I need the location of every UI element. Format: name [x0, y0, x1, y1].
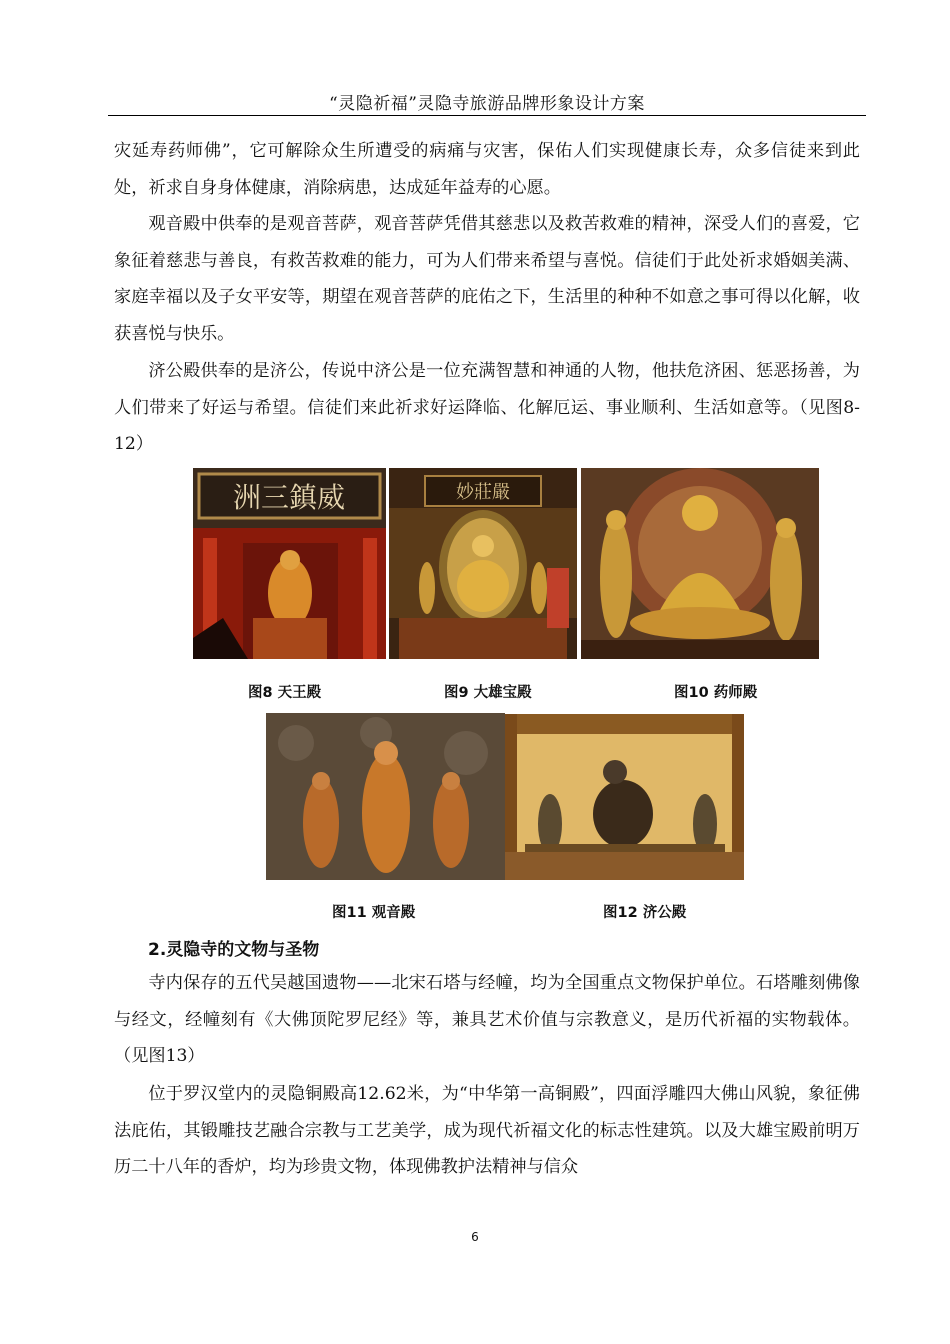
photo-guanyin-hall — [266, 713, 505, 880]
paragraph-medicine-buddha: 灾延寿药师佛”，它可解除众生所遭受的病痛与灾害，保佑人们实现健康长寿，众多信徒来到此处，祈求自身身体健康，消除病患，达成延年益寿的心愿。 — [114, 141, 860, 198]
photo-medicine-buddha-hall — [581, 468, 819, 659]
caption-figure-9: 图9 大雄宝殿 — [444, 685, 532, 701]
page-header-title: “灵隐祈福”灵隐寺旅游品牌形象设计方案 — [329, 94, 645, 114]
caption-figure-8: 图8 天王殿 — [248, 685, 322, 701]
page-number: 6 — [471, 1230, 479, 1244]
plaque-text-tianwang: 洲三鎮威 — [232, 481, 346, 514]
paragraph-guanyin-hall: 观音殿中供奉的是观音菩萨，观音菩萨凭借其慈悲以及救苦救难的精神，深受人们的喜爱，它象征着慈悲与善良，有救苦救难的能力，可为人们带来希望与喜悦。信徒们于此处祈求婚姻美满、家庭幸福以及子女平安等，期望在观音菩萨的庇佑之下，生活里的种种不如意之事可得以化解，收获喜悦与快乐。 — [114, 214, 860, 344]
caption-figure-12: 图12 济公殿 — [603, 905, 687, 921]
header-rule — [108, 115, 866, 116]
paragraph-bronze-hall: 位于罗汉堂内的灵隐铜殿高12.62米，为“中华第一高铜殿”，四面浮雕四大佛山风貌，象征佛法庇佑，其锻雕技艺融合宗教与工艺美学，成为现代祈福文化的标志性建筑。以及大雄宝殿前明万历二十八年的香炉，均为珍贵文物，体现佛教护法精神与信众 — [114, 1084, 860, 1177]
caption-figure-10: 图10 药师殿 — [674, 685, 758, 701]
paragraph-relics: 寺内保存的五代吴越国遗物——北宋石塔与经幢，均为全国重点文物保护单位。石塔雕刻佛像与经文，经幢刻有《大佛顶陀罗尼经》等，兼具艺术价值与宗教意义，是历代祈福的实物载体。（见图13） — [114, 973, 860, 1066]
photo-tianwang-hall — [193, 468, 386, 659]
photo-mahavira-hall — [389, 468, 577, 659]
photo-jigong-hall — [505, 714, 744, 880]
section-heading: 2.灵隐寺的文物与圣物 — [148, 940, 320, 960]
paragraph-jigong-hall: 济公殿供奉的是济公，传说中济公是一位充满智慧和神通的人物，他扶危济困、惩恶扬善，为人们带来了好运与希望。信徒们来此祈求好运降临、化解厄运、事业顺利、生活如意等。（见图8-12） — [114, 361, 860, 454]
caption-figure-11: 图11 观音殿 — [332, 905, 416, 921]
plaque-text-mahavira: 妙莊嚴 — [456, 482, 510, 503]
